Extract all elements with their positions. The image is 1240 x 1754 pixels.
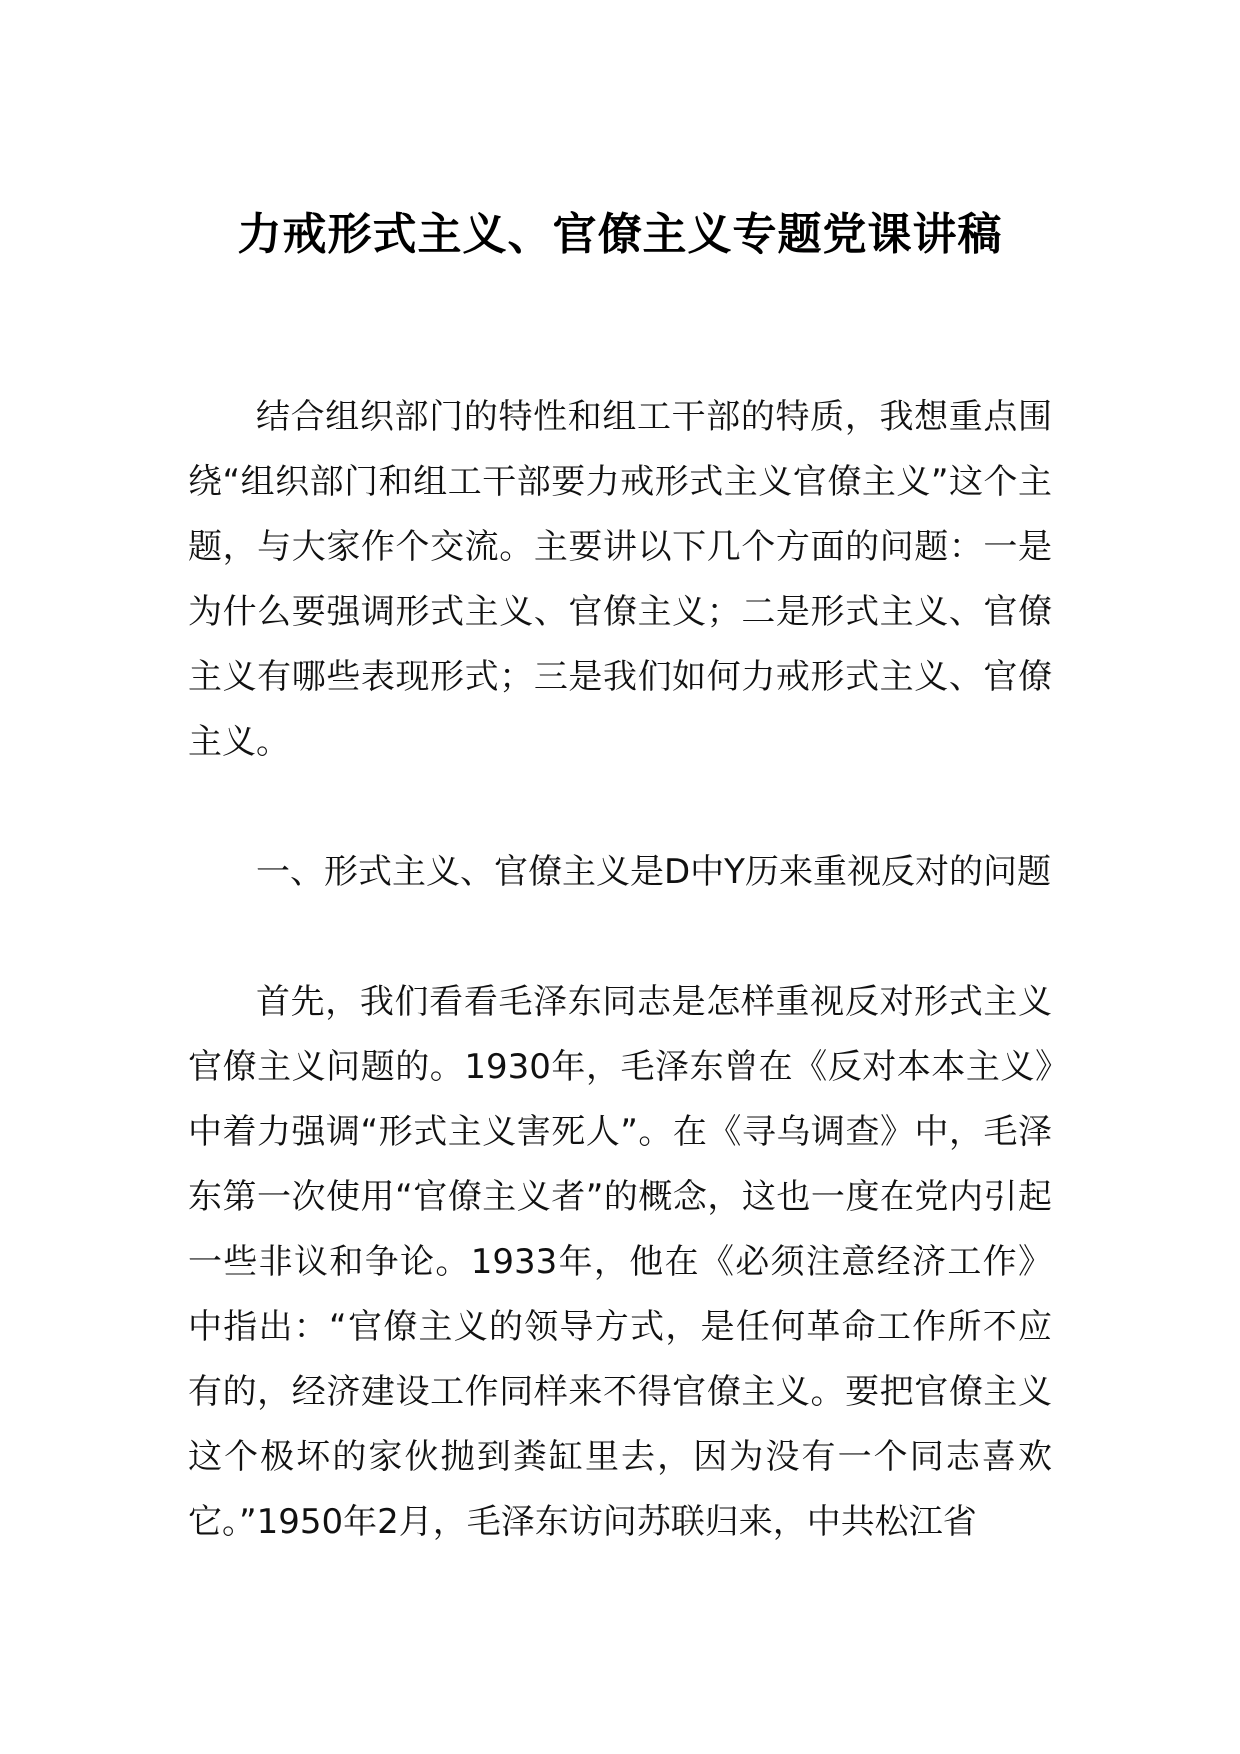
document-title: 力戒形式主义、官僚主义专题党课讲稿 [237, 209, 1003, 260]
body-paragraph: 首先，我们看看毛泽东同志是怎样重视反对形式主义官僚主义问题的。1930年，毛泽东曾在《反对本本主义》中着力强调“形式主义害死人”。在《寻乌调查》中，毛泽东第一次使用“官僚主义者”的概念，这也一度在党内引起一些非议和争论。1933年，他在《必须注意经济工作》中指出：“官僚主义的领导方式，是任何革命工作所不应有的，经济建设工作同样来不得官僚主义。要把官僚主义这个极坏的家伙抛到粪缸里去，因为没有一个同志喜欢它。”1950年2月，毛泽东访问苏联归来，中共松江省 [188, 982, 1052, 1542]
intro-paragraph: 结合组织部门的特性和组工干部的特质，我想重点围绕“组织部门和组工干部要力戒形式主义官僚主义”这个主题，与大家作个交流。主要讲以下几个方面的问题：一是为什么要强调形式主义、官僚主义；二是形式主义、官僚主义有哪些表现形式；三是我们如何力戒形式主义、官僚主义。 [188, 397, 1052, 762]
section-heading: 一、形式主义、官僚主义是D中Y历来重视反对的问题 [256, 852, 1051, 892]
